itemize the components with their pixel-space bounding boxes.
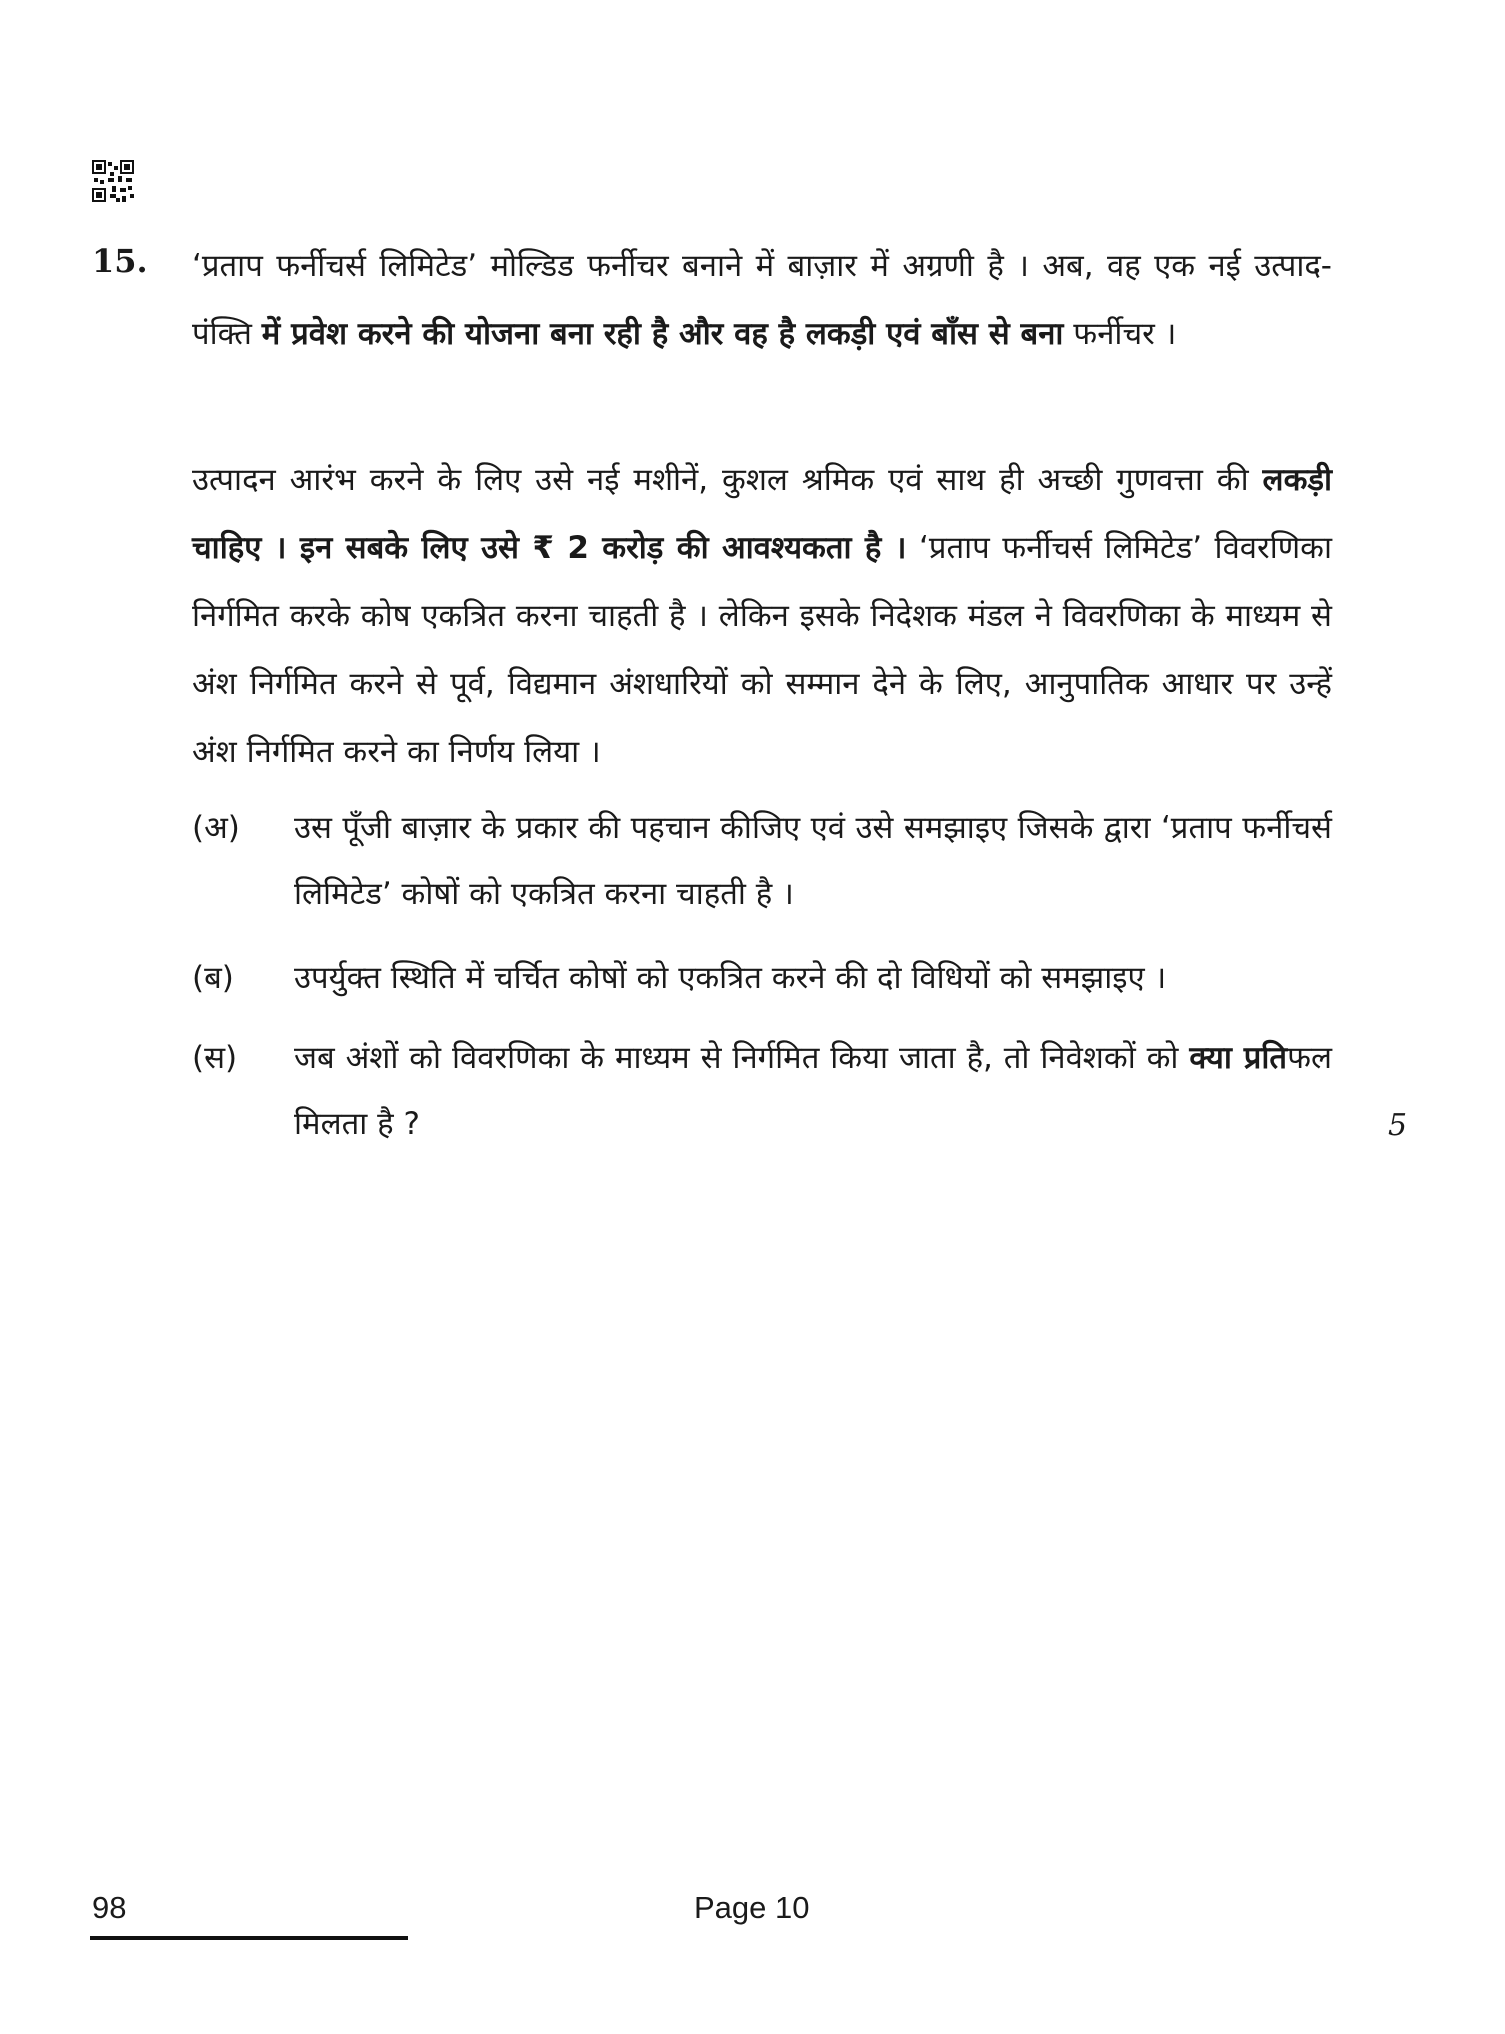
- sub-question-label: (ब): [192, 960, 234, 996]
- sub-question-bold-text: क्या प्रति: [1189, 1040, 1288, 1076]
- sub-question-text-start: जब अंशों को विवरणिका के माध्यम से निर्गमित किया जाता है, तो निवेशकों को: [294, 1040, 1190, 1076]
- paragraph-1-text: ‘प्रताप फर्नीचर्स लिमिटेड’ मोल्डिड फर्नीचर बनाने में बाज़ार में अग्रणी है । अब, वह एक नई उत्पाद-पंक्ति: [192, 248, 1332, 352]
- paragraph-2-text: उत्पादन आरंभ करने के लिए उसे नई मशीनें, कुशल श्रमिक एवं साथ ही अच्छी गुणवत्ता की: [192, 462, 1263, 498]
- sub-question-b: [192, 945, 1332, 1011]
- footer-rule: [90, 1936, 408, 1940]
- paragraph-2-bold-text: लकड़ी चाहिए । इन सबके लिए उसे ₹ 2 करोड़ की आवश्यकता है ।: [192, 462, 1332, 566]
- sub-question-text: उस पूँजी बाज़ार के प्रकार की पहचान कीजिए एवं उसे समझाइए जिसके द्वारा ‘प्रताप फर्नीचर्स लिमिटेड’ कोषों को एकत्रित करना चाहती है ।: [294, 810, 1332, 912]
- sub-question-label: (स): [192, 1040, 238, 1076]
- paragraph-2-text-end: ‘प्रताप फर्नीचर्स लिमिटेड’ विवरणिका निर्गमित करके कोष एकत्रित करना चाहती है । लेकिन इसके निदेशक मंडल ने विवरणिका के माध्यम से अंश निर्गमित करने से पूर्व, विद्यमान अंशधारियों को सम्मान देने के लिए, आनुपातिक आधार पर उन्हें अंश निर्गमित करने का निर्णय लिया ।: [192, 530, 1332, 770]
- paragraph-1-text-end: फर्नीचर ।: [1063, 316, 1177, 352]
- sub-question-text-end: फल मिलता है ?: [294, 1040, 1332, 1142]
- qr-code-icon: [92, 160, 134, 202]
- page-number: Page 10: [694, 1890, 810, 1925]
- question-paragraph-2: [192, 446, 1332, 786]
- sub-question-text: उपर्युक्त स्थिति में चर्चित कोषों को एकत्रित करने की दो विधियों को समझाइए ।: [294, 960, 1167, 996]
- question-paragraph-1: [192, 232, 1332, 368]
- sub-question-text: [294, 1025, 1332, 1157]
- question-marks: 5: [1388, 1108, 1408, 1143]
- paragraph-1-bold-text: में प्रवेश करने की योजना बना रही है और वह है लकड़ी एवं बाँस से बना: [261, 316, 1064, 352]
- sub-question-label: (अ): [192, 810, 240, 846]
- sub-question-a: [192, 795, 1332, 927]
- question-number: 15.: [92, 242, 148, 280]
- sub-question-c: [192, 1025, 1332, 1157]
- paper-code: 98: [92, 1890, 127, 1925]
